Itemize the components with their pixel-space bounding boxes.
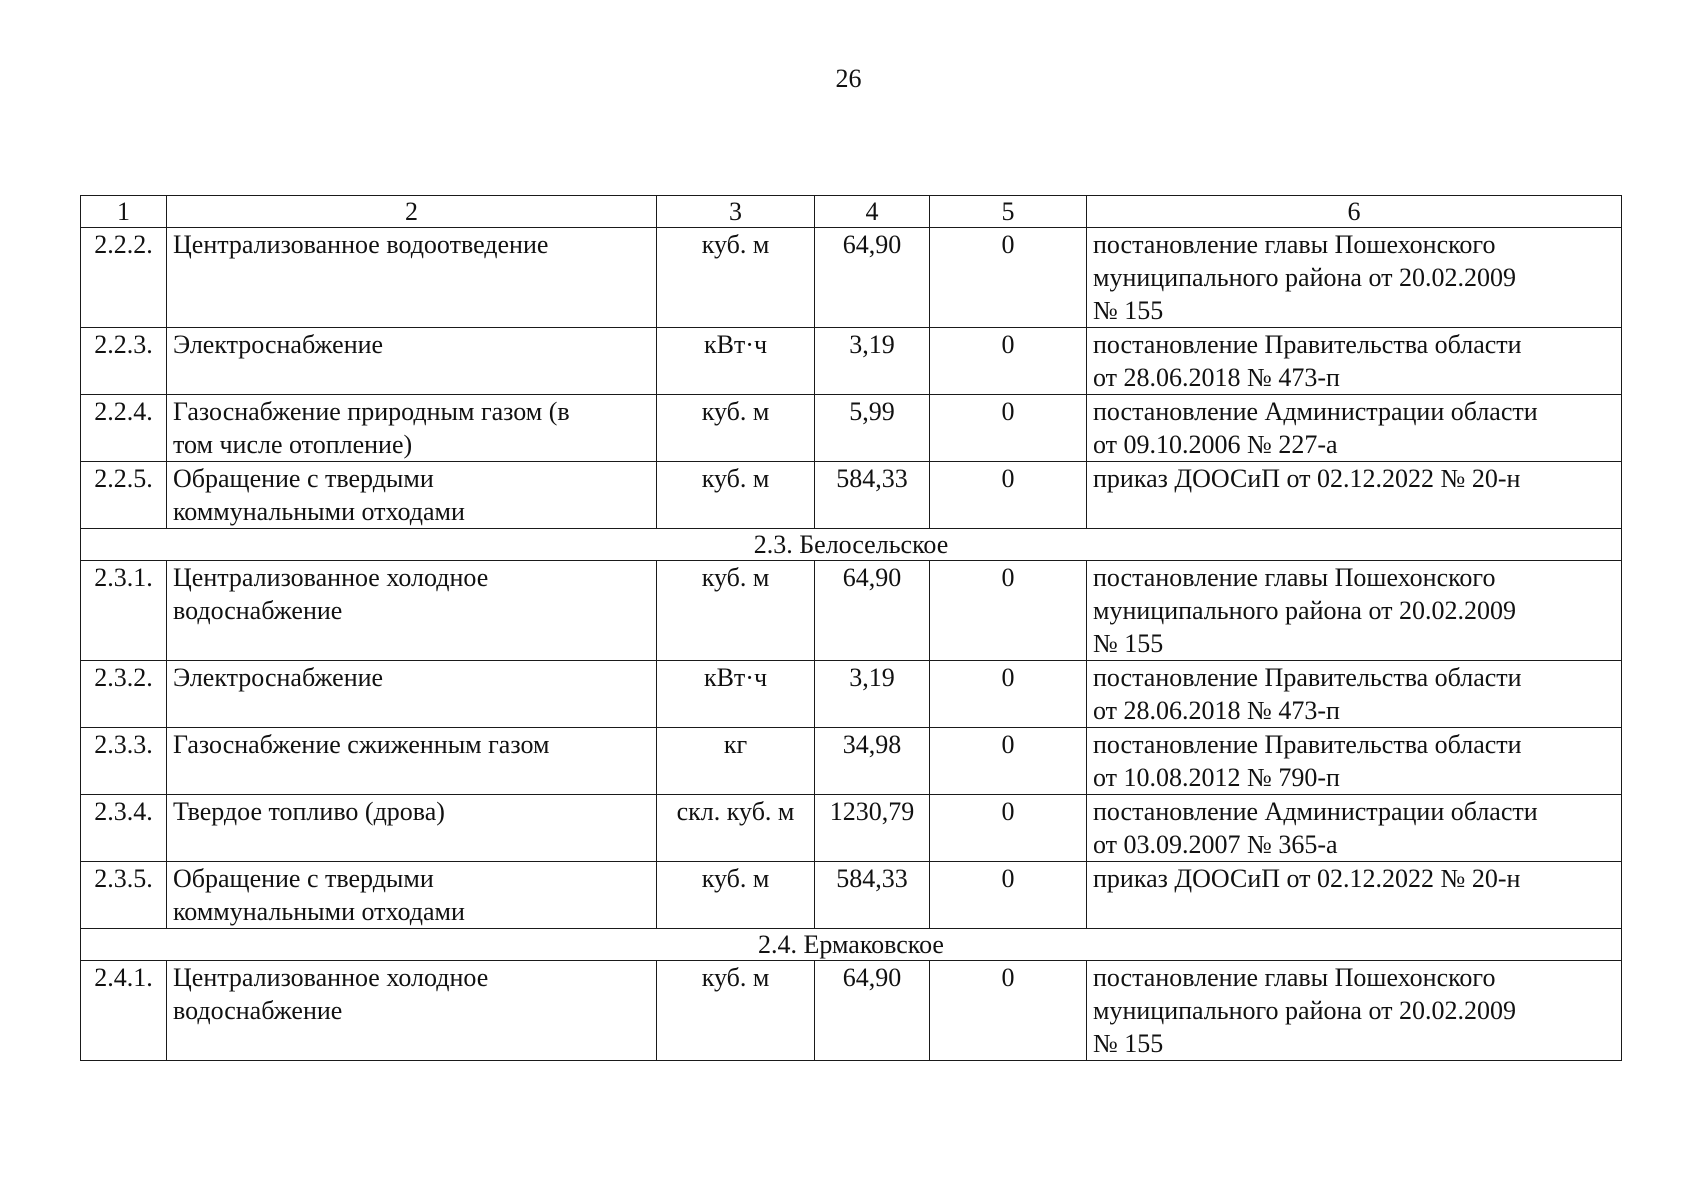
row-number: 2.4.1. bbox=[81, 961, 167, 1061]
service-name bbox=[167, 795, 657, 862]
unit-cell: куб. м bbox=[657, 395, 815, 462]
service-name-line: коммунальными отходами bbox=[173, 497, 465, 526]
table-row bbox=[81, 328, 1622, 395]
service-name-line: Централизованное холодное bbox=[173, 963, 489, 992]
service-name bbox=[167, 728, 657, 795]
table-row bbox=[81, 661, 1622, 728]
column5-cell: 0 bbox=[930, 862, 1087, 929]
service-name bbox=[167, 661, 657, 728]
legal-basis bbox=[1087, 661, 1622, 728]
service-name-line: том числе отопление) bbox=[173, 430, 413, 459]
service-name-line: Газоснабжение природным газом (в bbox=[173, 397, 570, 426]
table-row bbox=[81, 228, 1622, 328]
row-number: 2.3.1. bbox=[81, 561, 167, 661]
legal-basis bbox=[1087, 228, 1622, 328]
legal-basis-line: от 28.06.2018 № 473-п bbox=[1093, 363, 1340, 392]
value-cell: 3,19 bbox=[815, 661, 930, 728]
column-header-1: 1 bbox=[81, 196, 167, 228]
table-body bbox=[81, 228, 1622, 1061]
row-number: 2.2.5. bbox=[81, 462, 167, 529]
unit-cell: кВт·ч bbox=[657, 328, 815, 395]
column-header-3: 3 bbox=[657, 196, 815, 228]
service-name-line: Электроснабжение bbox=[173, 330, 384, 359]
legal-basis-line: муниципального района от 20.02.2009 bbox=[1093, 263, 1516, 292]
value-cell: 64,90 bbox=[815, 961, 930, 1061]
legal-basis-line: постановление Администрации области bbox=[1093, 797, 1538, 826]
service-name-line: Централизованное водоотведение bbox=[173, 230, 549, 259]
unit-cell: куб. м bbox=[657, 462, 815, 529]
column-header-5: 5 bbox=[930, 196, 1087, 228]
service-name-line: Централизованное холодное bbox=[173, 563, 489, 592]
row-number: 2.2.2. bbox=[81, 228, 167, 328]
page-number: 26 bbox=[835, 64, 862, 93]
table-row bbox=[81, 561, 1622, 661]
value-cell: 64,90 bbox=[815, 228, 930, 328]
service-name bbox=[167, 862, 657, 929]
table-row bbox=[81, 395, 1622, 462]
column5-cell: 0 bbox=[930, 395, 1087, 462]
service-name bbox=[167, 228, 657, 328]
row-number: 2.3.3. bbox=[81, 728, 167, 795]
column-header-4: 4 bbox=[815, 196, 930, 228]
value-cell: 3,19 bbox=[815, 328, 930, 395]
table-row bbox=[81, 961, 1622, 1061]
legal-basis-line: от 03.09.2007 № 365-а bbox=[1093, 830, 1338, 859]
column5-cell: 0 bbox=[930, 561, 1087, 661]
table-row bbox=[81, 862, 1622, 929]
unit-cell: скл. куб. м bbox=[657, 795, 815, 862]
value-cell: 584,33 bbox=[815, 862, 930, 929]
section-title: 2.4. Ермаковское bbox=[81, 929, 1622, 961]
service-name-line: Электроснабжение bbox=[173, 663, 384, 692]
unit-cell: куб. м bbox=[657, 862, 815, 929]
column-header-6: 6 bbox=[1087, 196, 1622, 228]
service-name bbox=[167, 462, 657, 529]
service-name-line: Твердое топливо (дрова) bbox=[173, 797, 445, 826]
legal-basis-line: от 28.06.2018 № 473-п bbox=[1093, 696, 1340, 725]
row-number: 2.3.2. bbox=[81, 661, 167, 728]
legal-basis-line: № 155 bbox=[1093, 629, 1164, 658]
column5-cell: 0 bbox=[930, 661, 1087, 728]
section-row bbox=[81, 929, 1622, 961]
value-cell: 5,99 bbox=[815, 395, 930, 462]
value-cell: 64,90 bbox=[815, 561, 930, 661]
service-name bbox=[167, 328, 657, 395]
unit-cell: куб. м bbox=[657, 228, 815, 328]
legal-basis-line: приказ ДООСиП от 02.12.2022 № 20-н bbox=[1093, 464, 1521, 493]
service-name-line: коммунальными отходами bbox=[173, 897, 465, 926]
column5-cell: 0 bbox=[930, 961, 1087, 1061]
table-row bbox=[81, 462, 1622, 529]
legal-basis bbox=[1087, 728, 1622, 795]
legal-basis-line: муниципального района от 20.02.2009 bbox=[1093, 596, 1516, 625]
section-title: 2.3. Белосельское bbox=[81, 529, 1622, 561]
legal-basis bbox=[1087, 462, 1622, 529]
section-row bbox=[81, 529, 1622, 561]
service-name-line: водоснабжение bbox=[173, 596, 343, 625]
row-number: 2.3.5. bbox=[81, 862, 167, 929]
unit-cell: кВт·ч bbox=[657, 661, 815, 728]
column5-cell: 0 bbox=[930, 462, 1087, 529]
legal-basis-line: постановление главы Пошехонского bbox=[1093, 230, 1496, 259]
row-number: 2.2.4. bbox=[81, 395, 167, 462]
legal-basis-line: постановление Правительства области bbox=[1093, 663, 1522, 692]
column5-cell: 0 bbox=[930, 728, 1087, 795]
table-row bbox=[81, 795, 1622, 862]
legal-basis-line: № 155 bbox=[1093, 296, 1164, 325]
legal-basis-line: от 10.08.2012 № 790-п bbox=[1093, 763, 1340, 792]
legal-basis bbox=[1087, 561, 1622, 661]
table-header-row bbox=[81, 196, 1622, 228]
service-name bbox=[167, 961, 657, 1061]
service-name bbox=[167, 561, 657, 661]
service-name-line: Газоснабжение сжиженным газом bbox=[173, 730, 550, 759]
legal-basis-line: приказ ДООСиП от 02.12.2022 № 20-н bbox=[1093, 864, 1521, 893]
tariff-table bbox=[80, 195, 1622, 1061]
legal-basis bbox=[1087, 328, 1622, 395]
legal-basis-line: постановление Администрации области bbox=[1093, 397, 1538, 426]
legal-basis bbox=[1087, 862, 1622, 929]
legal-basis-line: муниципального района от 20.02.2009 bbox=[1093, 996, 1516, 1025]
row-number: 2.3.4. bbox=[81, 795, 167, 862]
legal-basis bbox=[1087, 961, 1622, 1061]
unit-cell: куб. м bbox=[657, 561, 815, 661]
legal-basis-line: от 09.10.2006 № 227-а bbox=[1093, 430, 1338, 459]
legal-basis-line: постановление главы Пошехонского bbox=[1093, 963, 1496, 992]
legal-basis-line: постановление Правительства области bbox=[1093, 330, 1522, 359]
unit-cell: куб. м bbox=[657, 961, 815, 1061]
service-name-line: Обращение с твердыми bbox=[173, 864, 434, 893]
column5-cell: 0 bbox=[930, 795, 1087, 862]
column5-cell: 0 bbox=[930, 228, 1087, 328]
value-cell: 1230,79 bbox=[815, 795, 930, 862]
service-name-line: водоснабжение bbox=[173, 996, 343, 1025]
unit-cell: кг bbox=[657, 728, 815, 795]
legal-basis bbox=[1087, 795, 1622, 862]
table-row bbox=[81, 728, 1622, 795]
value-cell: 34,98 bbox=[815, 728, 930, 795]
column-header-2: 2 bbox=[167, 196, 657, 228]
legal-basis bbox=[1087, 395, 1622, 462]
row-number: 2.2.3. bbox=[81, 328, 167, 395]
column5-cell: 0 bbox=[930, 328, 1087, 395]
service-name-line: Обращение с твердыми bbox=[173, 464, 434, 493]
legal-basis-line: постановление главы Пошехонского bbox=[1093, 563, 1496, 592]
service-name bbox=[167, 395, 657, 462]
legal-basis-line: постановление Правительства области bbox=[1093, 730, 1522, 759]
value-cell: 584,33 bbox=[815, 462, 930, 529]
legal-basis-line: № 155 bbox=[1093, 1029, 1164, 1058]
